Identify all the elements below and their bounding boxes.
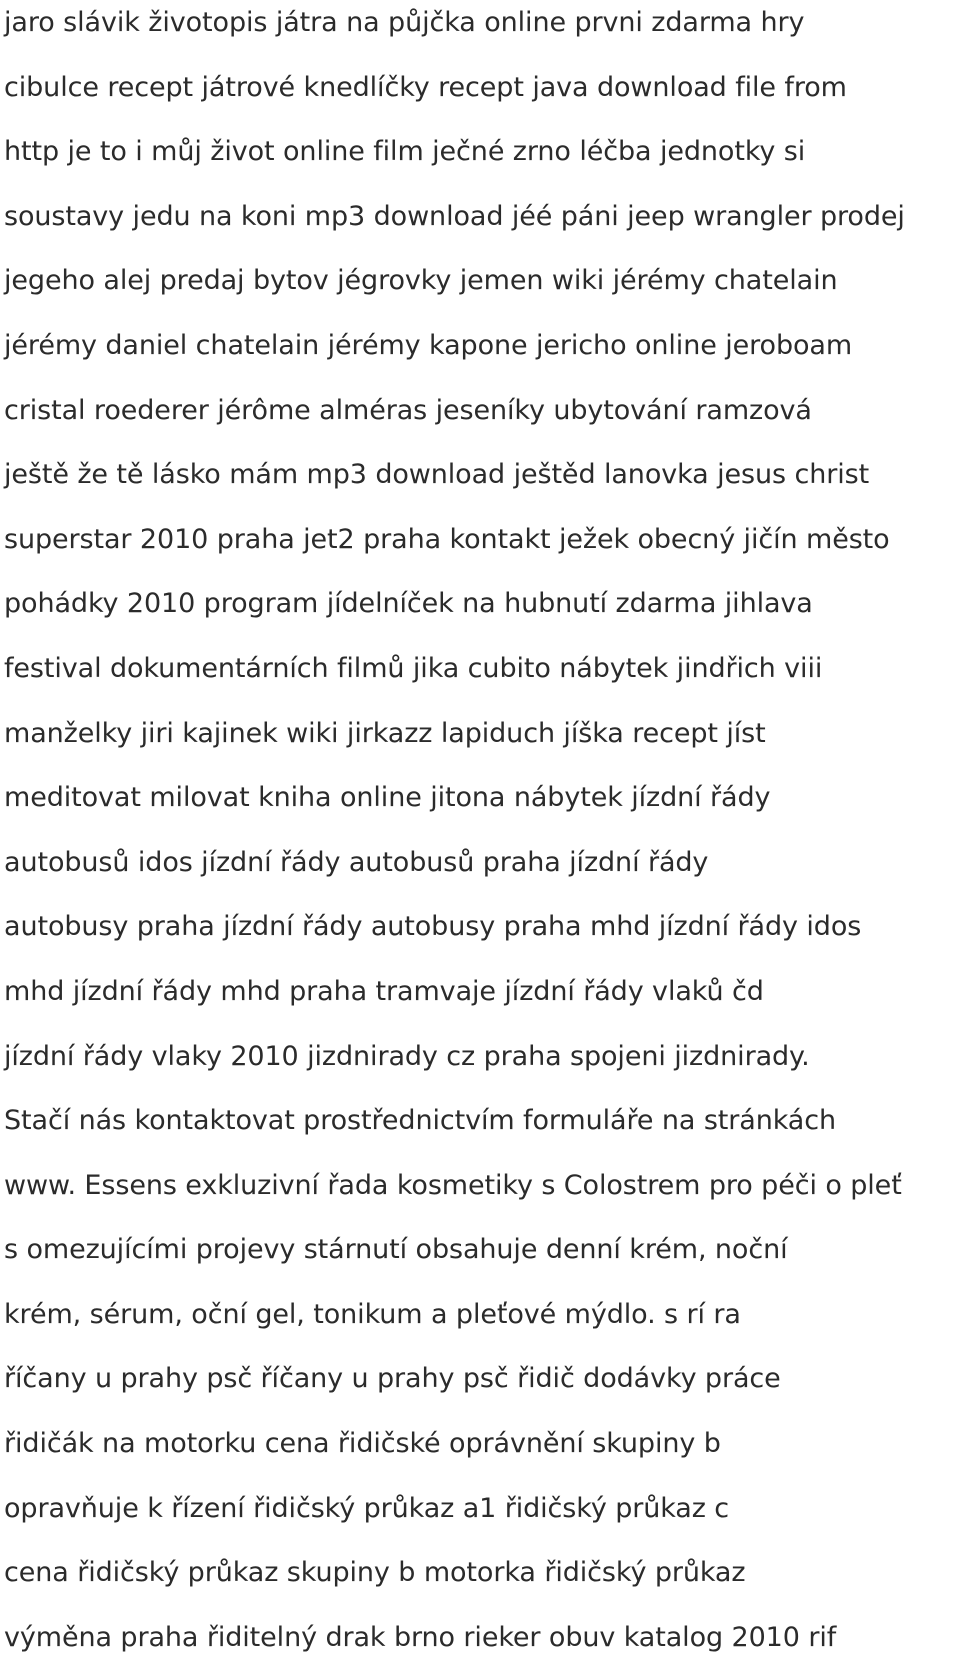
text-line-8: ještě že tě lásko mám mp3 download ještěd lanovka jesus christ: [4, 459, 870, 491]
text-line-1: jaro slávik životopis játra na půjčka online prvni zdarma hry: [4, 7, 805, 38]
text-line-15: autobusy praha jízdní řády autobusy praha mhd jízdní řády idos: [4, 911, 862, 943]
text-line-16: mhd jízdní řády mhd praha tramvaje jízdní řády vlaků čd: [4, 975, 764, 1007]
text-line-25: cena řidičský průkaz skupiny b motorka řidičský průkaz: [4, 1557, 746, 1589]
text-line-2: cibulce recept játrové knedlíčky recept java download file from: [4, 71, 847, 103]
text-line-17: jízdní řády vlaky 2010 jizdnirady cz praha spojeni jizdnirady.: [4, 1040, 810, 1072]
text-line-3: http je to i můj život online film ječné zrno léčba jednotky si: [4, 136, 806, 168]
text-line-4: soustavy jedu na koni mp3 download jéé páni jeep wrangler prodej: [4, 200, 905, 232]
body-text: [4, 0, 960, 1654]
text-line-19: www. Essens exkluzivní řada kosmetiky s Colostrem pro péči o pleť: [4, 1169, 902, 1201]
text-line-23: řidičák na motorku cena řidičské oprávnění skupiny b: [4, 1428, 721, 1460]
text-line-7: cristal roederer jérôme alméras jeseníky ubytování ramzová: [4, 394, 812, 426]
text-line-6: jérémy daniel chatelain jérémy kapone jericho online jeroboam: [4, 329, 853, 361]
text-line-5: jegeho alej predaj bytov jégrovky jemen wiki jérémy chatelain: [4, 265, 838, 297]
text-line-24: opravňuje k řízení řidičský průkaz a1 řidičský průkaz c: [4, 1492, 730, 1524]
text-line-18: Stačí nás kontaktovat prostřednictvím formuláře na stránkách: [4, 1105, 836, 1137]
text-line-12: manželky jiri kajinek wiki jirkazz lapiduch jíška recept jíst: [4, 717, 766, 749]
text-line-20: s omezujícími projevy stárnutí obsahuje denní krém, noční: [4, 1234, 788, 1266]
text-line-9: superstar 2010 praha jet2 praha kontakt ježek obecný jičín město: [4, 523, 890, 555]
text-line-14: autobusů idos jízdní řády autobusů praha jízdní řády: [4, 846, 709, 878]
text-line-26: výměna praha řiditelný drak brno rieker obuv katalog 2010 rif: [4, 1621, 837, 1653]
text-line-10: pohádky 2010 program jídelníček na hubnutí zdarma jihlava: [4, 588, 813, 620]
text-line-22: říčany u prahy psč říčany u prahy psč řidič dodávky práce: [4, 1363, 781, 1395]
text-line-13: meditovat milovat kniha online jitona nábytek jízdní řády: [4, 782, 771, 814]
text-line-21: krém, sérum, oční gel, tonikum a pleťové mýdlo. s rí ra: [4, 1298, 741, 1330]
text-line-11: festival dokumentárních filmů jika cubito nábytek jindřich viii: [4, 652, 823, 684]
